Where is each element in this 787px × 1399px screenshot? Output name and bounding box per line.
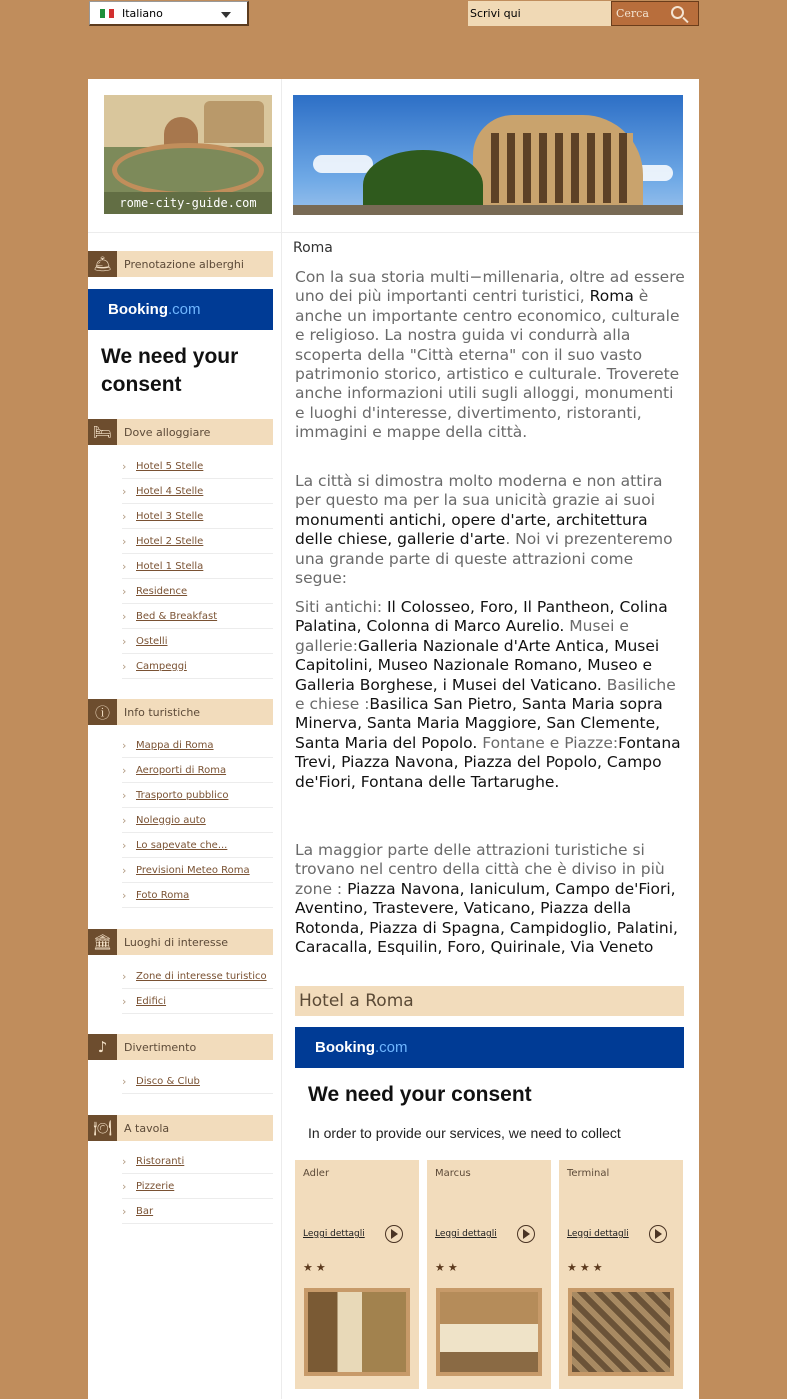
- sidebar-link[interactable]: › Hotel 3 Stelle: [136, 510, 204, 522]
- sidebar-link[interactable]: › Previsioni Meteo Roma: [136, 864, 250, 876]
- sidebar-link[interactable]: › Pizzerie: [136, 1180, 175, 1192]
- logo-colonnade: [112, 143, 264, 197]
- sidebar-link[interactable]: › Hotel 2 Stelle: [136, 535, 204, 547]
- text-highlight: Roma: [589, 287, 634, 306]
- text-highlight: Il Colosseo, Foro, Il Pantheon, Colina Palatina, Colonna di Marco Aurelio.: [295, 598, 668, 636]
- language-label: Italiano: [122, 6, 163, 20]
- sidebar-item: [122, 1069, 273, 1094]
- sidebar-item: [122, 858, 273, 883]
- sidebar-link[interactable]: › Ostelli: [136, 635, 168, 647]
- booking-widget-main[interactable]: [295, 1027, 684, 1068]
- sidebar-list-luoghi: [122, 964, 273, 1014]
- sidebar-item: [122, 833, 273, 858]
- header-divider: [88, 232, 699, 233]
- chevron-down-icon: [221, 12, 231, 18]
- intro-paragraph: [295, 268, 687, 443]
- sidebar-section-prenotazione: [88, 251, 273, 277]
- plate-icon: 🍽: [88, 1115, 117, 1141]
- sidebar-link[interactable]: › Noleggio auto: [136, 814, 206, 826]
- sidebar-link[interactable]: › Hotel 4 Stelle: [136, 485, 204, 497]
- sidebar-item: [122, 654, 273, 679]
- italy-flag-icon: [100, 9, 114, 18]
- sidebar-link[interactable]: › Foto Roma: [136, 889, 190, 901]
- sidebar-section-alloggiare: [88, 419, 273, 445]
- sidebar-item: [122, 1174, 273, 1199]
- consent-title-main: We need your consent: [308, 1083, 532, 1106]
- text-highlight: Galleria Nazionale d'Arte Antica, Musei Capitolini, Museo Nazionale Romano, Museo e Galleria Borghese, i Musei del Vaticano.: [295, 636, 660, 694]
- sidebar-link[interactable]: › Lo sapevate che...: [136, 839, 228, 851]
- search-button-label: Cerca: [616, 7, 649, 20]
- info-icon: ⓘ: [88, 699, 117, 725]
- sidebar-link[interactable]: › Bed & Breakfast: [136, 610, 218, 622]
- sidebar-section-title: Divertimento: [124, 1040, 197, 1054]
- sidebar-item: [122, 529, 273, 554]
- hotel-stars: ★★: [435, 1261, 461, 1274]
- hotel-card[interactable]: [427, 1160, 551, 1389]
- hotel-card[interactable]: [559, 1160, 683, 1389]
- sidebar-link[interactable]: › Aeroporti di Roma: [136, 764, 227, 776]
- arrow-right-icon[interactable]: [517, 1225, 535, 1243]
- header-banner-image: [293, 95, 683, 215]
- hotel-photo[interactable]: [568, 1288, 674, 1376]
- ground-shape: [293, 205, 683, 215]
- sidebar-section-title: Info turistiche: [124, 705, 201, 719]
- sidebar-item: [122, 579, 273, 604]
- sidebar-item: [122, 964, 273, 989]
- bed-icon: 🛏: [88, 419, 117, 445]
- hotel-stars: ★★: [303, 1261, 329, 1274]
- search-button[interactable]: [611, 1, 699, 26]
- text-run: La città si dimostra molto moderna e non attira per questo ma per la sua unicità grazie ai suoi: [295, 472, 663, 510]
- page-container: [88, 79, 699, 1399]
- modern-city-paragraph: [295, 472, 687, 588]
- search-icon: [671, 6, 684, 19]
- column-divider: [281, 79, 282, 1399]
- search-input[interactable]: [468, 1, 611, 26]
- text-run: Fontane e Piazze:: [482, 733, 619, 752]
- sidebar-link[interactable]: › Ristoranti: [136, 1155, 185, 1167]
- booking-widget-sidebar[interactable]: [88, 289, 273, 330]
- text-run: Con la sua storia multi−millenaria, oltre ad essere uno dei più importanti centri turistici,: [295, 268, 685, 306]
- consent-text: In order to provide our services, we need to collect: [308, 1125, 621, 1141]
- sidebar-section-info: [88, 699, 273, 725]
- site-logo[interactable]: [104, 95, 272, 214]
- sidebar-link[interactable]: › Bar: [136, 1205, 154, 1217]
- sidebar-list-tavola: [122, 1149, 273, 1224]
- sidebar-item: [122, 629, 273, 654]
- hotel-name: Adler: [303, 1168, 330, 1179]
- bell-icon: 🛎: [88, 251, 117, 277]
- sidebar-item: [122, 783, 273, 808]
- text-run: Siti antichi:: [295, 598, 387, 616]
- sidebar-list-info: [122, 733, 273, 908]
- logo-colosseum: [204, 101, 264, 143]
- sidebar-item: [122, 454, 273, 479]
- section-title-hotel: Hotel a Roma: [295, 986, 684, 1016]
- sidebar-link[interactable]: › Hotel 1 Stella: [136, 560, 204, 572]
- sidebar-item: [122, 883, 273, 908]
- sidebar-item: [122, 733, 273, 758]
- sidebar-section-tavola: [88, 1115, 273, 1141]
- text-highlight: Fontana Trevi, Piazza Navona, Piazza del Popolo, Campo de'Fiori, Fontana delle Tartarughe.: [295, 733, 681, 791]
- sidebar-item: [122, 808, 273, 833]
- sidebar-list-divertimento: [122, 1069, 273, 1094]
- sidebar-item: [122, 1199, 273, 1224]
- hotel-name: Terminal: [567, 1168, 610, 1179]
- text-highlight: Basilica San Pietro, Santa Maria sopra Minerva, Santa Maria Maggiore, San Clemente, Santa Maria del Popolo.: [295, 695, 663, 752]
- hotel-name: Marcus: [435, 1168, 471, 1179]
- sidebar-section-divertimento: [88, 1034, 273, 1060]
- sidebar-link[interactable]: › Hotel 5 Stelle: [136, 460, 204, 472]
- sidebar-link[interactable]: › Trasporto pubblico: [136, 789, 229, 801]
- text-highlight: Piazza Navona, Ianiculum, Campo de'Fiori, Aventino, Trastevere, Vaticano, Piazza della Rotonda, Piazza di Spagna, Campidoglio, Palatini, Caracalla, Esquilin, Foro, Quirinale, Via Veneto: [295, 879, 678, 957]
- sidebar-section-title: Dove alloggiare: [124, 425, 211, 439]
- sidebar-link[interactable]: › Residence: [136, 585, 188, 597]
- sidebar-item: [122, 504, 273, 529]
- sidebar-section-luoghi: [88, 929, 273, 955]
- hotel-details-link[interactable]: Leggi dettagli: [303, 1229, 365, 1239]
- text-run: è anche un importante centro economico, culturale e religioso. La nostra guida vi condurrà alla scoperta della "Città eterna" con il suo vasto patrimonio storico, artistico e culturale. Troverete anche informazioni utili sugli alloggi, monumenti e luoghi d'interesse, divertimento, ristoranti, immagini e mappe della città.: [295, 287, 680, 442]
- text-run: . Noi vi prezenteremo una grande parte di queste attrazioni come segue:: [295, 530, 673, 588]
- cloud: [313, 155, 373, 173]
- text-run: Basiliche e chiese :: [295, 675, 676, 714]
- temple-icon: 🏛: [88, 929, 117, 955]
- text-run: Musei e gallerie:: [295, 617, 629, 655]
- attractions-paragraph: [295, 598, 687, 792]
- sidebar-item: [122, 989, 273, 1014]
- sidebar-item: [122, 554, 273, 579]
- text-run: La maggior parte delle attrazioni turistiche si trovano nel centro della città che è diviso in più zone :: [295, 841, 665, 898]
- text-highlight: monumenti antichi, opere d'arte, architettura delle chiese, gallerie d'arte: [295, 510, 648, 549]
- hotel-stars: ★★★: [567, 1261, 606, 1274]
- sidebar-section-title: Prenotazione alberghi: [124, 257, 244, 271]
- music-icon: ♪: [88, 1034, 117, 1060]
- booking-brand: Booking: [108, 301, 168, 318]
- hotel-details-link[interactable]: Leggi dettagli: [567, 1229, 629, 1239]
- language-select[interactable]: [89, 1, 249, 26]
- booking-suffix: .com: [375, 1039, 408, 1056]
- booking-brand: Booking: [315, 1039, 375, 1056]
- sidebar-link[interactable]: › Disco & Club: [136, 1075, 200, 1087]
- sidebar-item: [122, 604, 273, 629]
- zones-paragraph: [295, 841, 687, 957]
- hotel-details-link[interactable]: Leggi dettagli: [435, 1229, 497, 1239]
- hotel-card[interactable]: [295, 1160, 419, 1389]
- hotel-photo[interactable]: [436, 1288, 542, 1376]
- sidebar-list-alloggiare: [122, 454, 273, 679]
- sidebar-link[interactable]: › Mappa di Roma: [136, 739, 214, 751]
- hotel-photo[interactable]: [304, 1288, 410, 1376]
- sidebar-item: [122, 1149, 273, 1174]
- sidebar-item: [122, 758, 273, 783]
- sidebar-link[interactable]: › Zone di interesse turistico: [136, 970, 267, 982]
- sidebar-link[interactable]: › Edifici: [136, 995, 167, 1007]
- logo-caption: rome-city-guide.com: [104, 192, 272, 214]
- sidebar-item: [122, 479, 273, 504]
- colosseum-shape: [473, 115, 643, 215]
- consent-title-sidebar: We need your consent: [101, 345, 239, 396]
- breadcrumb: Roma: [293, 240, 333, 256]
- arrow-right-icon[interactable]: [649, 1225, 667, 1243]
- sidebar-section-title: Luoghi di interesse: [124, 935, 229, 949]
- booking-suffix: .com: [168, 301, 201, 318]
- sidebar-link[interactable]: › Campeggi: [136, 660, 187, 672]
- sidebar-section-title: A tavola: [124, 1121, 170, 1135]
- arrow-right-icon[interactable]: [385, 1225, 403, 1243]
